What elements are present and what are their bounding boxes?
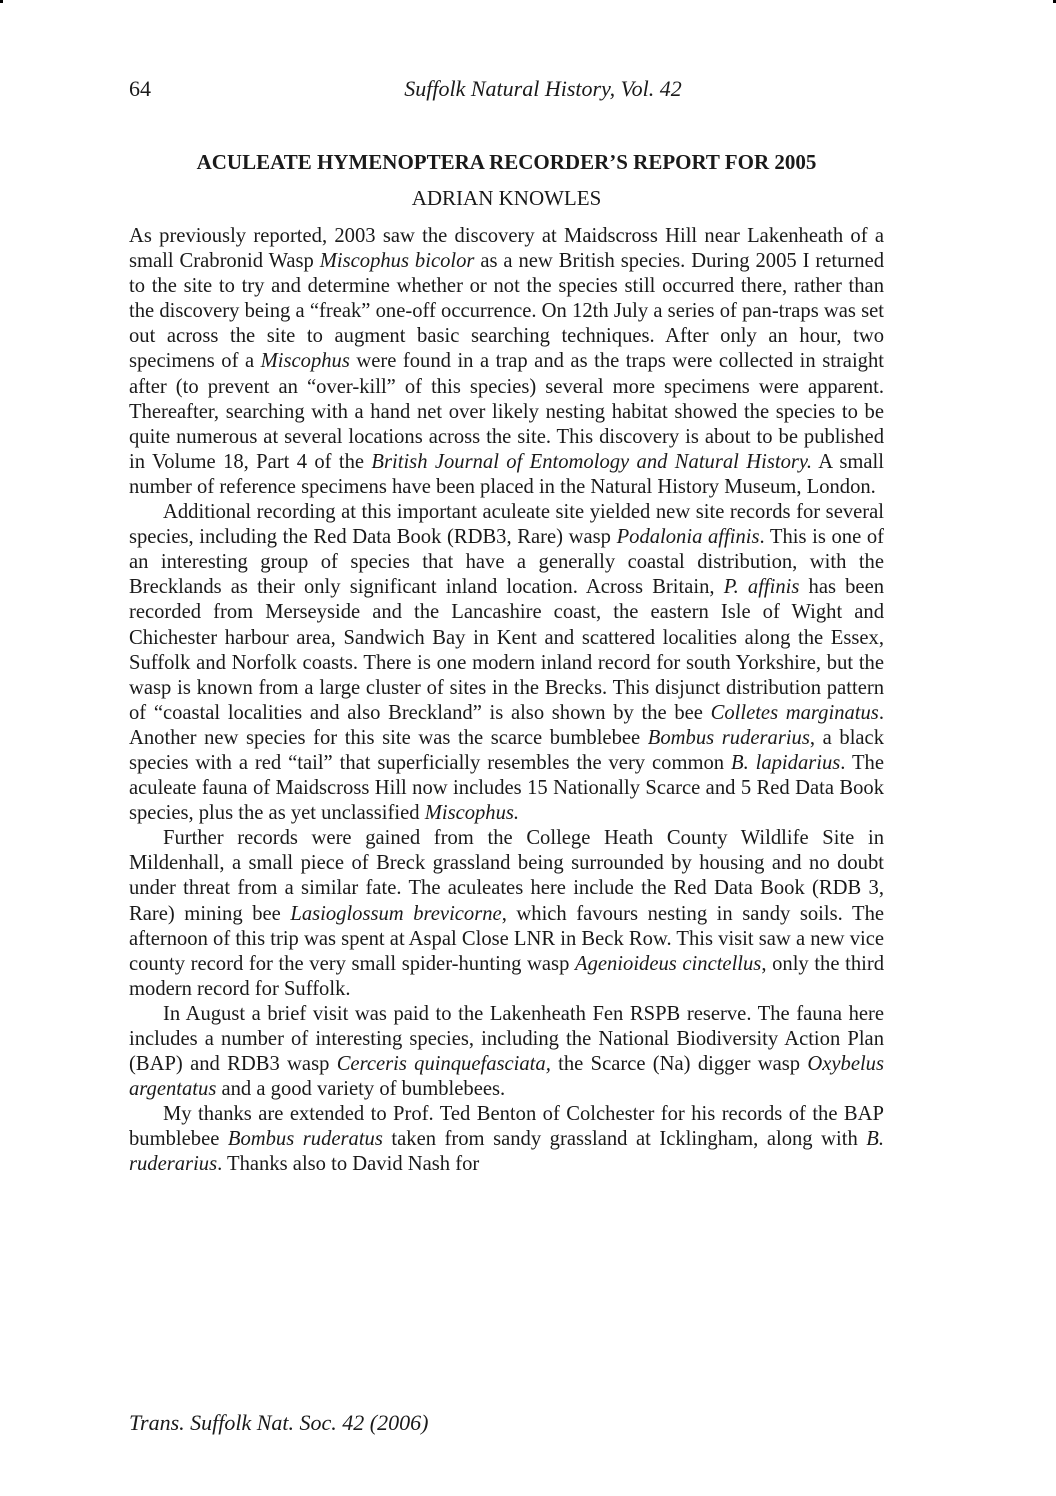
paragraph	[129, 500, 884, 826]
italic-text-run: Podalonia affinis	[616, 526, 760, 549]
paragraph	[129, 1002, 884, 1102]
text-run: has been recorded from Merseyside and the Lancashire coast, the eastern Isle of Wight and Chichester harbour area, Sandwich Bay in Kent and scattered localities along the Essex, Suffolk and Norfolk coasts. There is one modern inland record for south Yorkshire, but the wasp is known from a large cluster of sites in the Brecks. This disjunct distribution pattern of “coastal localities and also Breckland” is also shown by the bee	[129, 576, 885, 724]
italic-text-run: Colletes marginatus	[710, 701, 879, 724]
text-run: As previously reported, 2003 saw the discovery at Maidscross Hill near Lakenheath of a small Crabronid Wasp	[129, 225, 884, 273]
text-run: were found in a trap and as the traps were collected in straight after (to prevent an “over-kill” of this species) several more specimens were apparent. Thereafter, searching with a hand net over likely nesting habitat showed the species to be quite numerous at several locations across the site. This discovery is about to be published in Volume 18, Part 4 of the	[129, 350, 884, 473]
italic-text-run: Agenioideus cinctellus	[574, 952, 762, 975]
paragraph	[129, 826, 884, 1002]
italic-text-run: B. ruderarius	[129, 1128, 885, 1176]
text-run: , only the third modern record for Suffolk.	[129, 952, 884, 1000]
italic-text-run: Miscophus.	[424, 802, 520, 825]
text-run: My thanks are extended to Prof. Ted Benton of Colchester for his records of the BAP bumblebee	[129, 1103, 884, 1151]
italic-text-run: British Journal of Entomology and Natural History.	[371, 450, 813, 473]
text-run: the Scarce (Na) digger wasp	[550, 1053, 808, 1076]
italic-text-run: Miscophus bicolor	[319, 250, 475, 273]
italic-text-run: Bombus ruderatus	[227, 1128, 383, 1151]
text-run: Additional recording at this important aculeate site yielded new site records for several species, including the Red Data Book (RDB3, Rare) wasp	[129, 501, 884, 549]
article-title: ACULEATE HYMENOPTERA RECORDER’S REPORT FOR 2005	[196, 150, 817, 174]
text-run: and a good variety of bumblebees.	[216, 1078, 506, 1101]
text-run: . Another new species for this site was the scarce bumblebee	[129, 701, 884, 749]
text-run: . This is one of an interesting group of species that have a generally coastal distribution, with the Brecklands as their only significant inland location. Across Britain,	[129, 526, 885, 599]
italic-text-run: B. lapidarius	[730, 751, 841, 774]
italic-text-run: Cerceris quinquefasciata,	[336, 1053, 551, 1076]
text-run: A small number of reference specimens have been placed in the Natural History Museum, London.	[129, 450, 884, 498]
page-number: 64	[129, 76, 151, 101]
text-run: In August a brief visit was paid to the Lakenheath Fen RSPB reserve. The fauna here includes a number of interesting species, including the National Biodiversity Action Plan (BAP) and RDB3 wasp	[129, 1002, 884, 1076]
italic-text-run: P. affinis	[723, 576, 800, 599]
text-run: , a black species with a red “tail” that superficially resembles the very common	[129, 726, 884, 774]
text-run: . Thanks also to David Nash for	[217, 1153, 480, 1176]
paragraph	[129, 224, 884, 500]
italic-text-run: Bombus ruderarius	[647, 726, 810, 749]
text-run: as a new British species. During 2005 I returned to the site to try and determine whether or not the species still occurred there, rather than the discovery being a “freak” one-off occurrence. On 12th July a series of pan-traps was set out across the site to augment basic searching techniques. After only an hour, two specimens of a	[129, 250, 885, 373]
italic-text-run: Miscophus	[260, 350, 350, 373]
italic-text-run: Lasioglossum brevicorne	[290, 902, 502, 925]
text-run: Further records were gained from the College Heath County Wildlife Site in Mildenhall, a small piece of Breck grassland being surrounded by housing and no doubt under threat from a similar fate. The aculeates here include the Red Data Book (RDB 3, Rare) mining bee	[129, 827, 884, 925]
italic-text-run: Oxybelus argentatus	[129, 1053, 884, 1101]
running-head: Suffolk Natural History, Vol. 42	[404, 76, 682, 101]
text-run: taken from sandy grassland at Icklingham, along with	[382, 1128, 867, 1151]
text-run: , which favours nesting in sandy soils. The afternoon of this trip was spent at Aspal Close LNR in Beck Row. This visit saw a new vice county record for the very small spider-hunting wasp	[129, 902, 885, 975]
paragraph	[129, 1102, 884, 1177]
crop-mark-left	[0, 0, 3, 3]
text-run: . The aculeate fauna of Maidscross Hill now includes 15 Nationally Scarce and 5 Red Data Book species, plus the as yet unclassified	[129, 751, 884, 825]
journal-citation: Trans. Suffolk Nat. Soc. 42 (2006)	[129, 1410, 429, 1435]
article-author: ADRIAN KNOWLES	[411, 186, 602, 210]
article-body	[129, 224, 884, 1178]
